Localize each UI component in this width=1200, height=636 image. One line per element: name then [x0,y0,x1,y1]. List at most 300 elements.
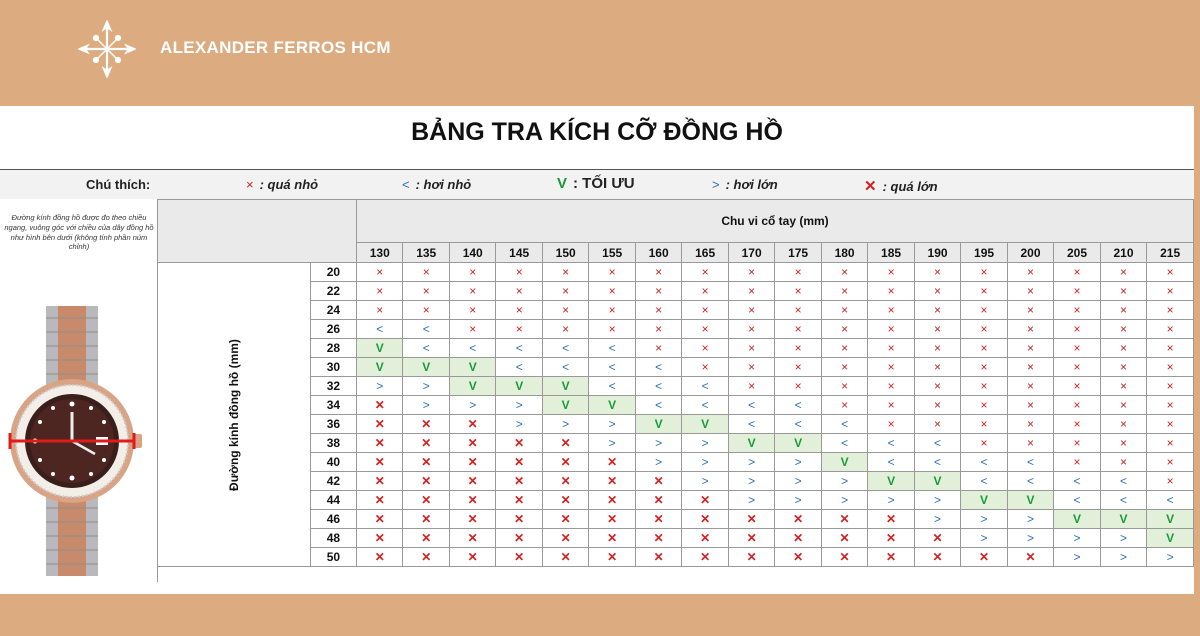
slightly-large-mark: > [635,434,681,453]
page-title: BẢNG TRA KÍCH CỠ ĐỒNG HỒ [411,118,783,146]
slightly-large-mark: > [682,453,728,472]
too-small-mark: × [357,282,403,301]
too-large-mark: ✕ [449,434,495,453]
too-large-mark: ✕ [914,548,960,567]
too-small-mark: × [821,282,867,301]
too-small-mark: × [1054,358,1100,377]
too-small-mark: × [1007,339,1053,358]
too-small-mark: × [868,301,914,320]
slightly-small-mark: < [357,320,403,339]
row-title [158,263,311,567]
too-large-mark: ✕ [589,453,635,472]
too-small-mark: × [542,282,588,301]
wrist-header: 185 [868,243,914,263]
too-large-mark: ✕ [589,548,635,567]
measurement-panel [0,199,158,582]
slightly-small-mark: < [961,453,1007,472]
too-large-mark: ✕ [961,548,1007,567]
legend-text: : TỐI ƯU [573,175,635,192]
too-large-mark: ✕ [868,529,914,548]
optimal-mark: V [1147,529,1194,548]
header-bar [0,0,1200,106]
wrist-header: 215 [1147,243,1194,263]
too-small-mark: × [821,339,867,358]
legend-too-small [246,177,318,192]
too-small-mark: × [1054,434,1100,453]
size-chart-sheet [0,106,1194,594]
too-large-mark: ✕ [821,510,867,529]
too-small-mark: × [449,301,495,320]
too-small-mark: × [449,263,495,282]
too-small-mark: × [1100,434,1146,453]
too-small-mark: × [1100,358,1146,377]
too-large-mark: ✕ [496,472,542,491]
too-large-mark: ✕ [635,548,681,567]
too-small-mark: × [961,339,1007,358]
too-small-mark: × [403,301,449,320]
too-large-mark: ✕ [496,510,542,529]
too-large-mark: ✕ [357,548,403,567]
slightly-small-mark: < [1007,453,1053,472]
slightly-small-mark: < [775,415,821,434]
too-small-mark: × [496,282,542,301]
slightly-large-mark: > [728,491,774,510]
too-small-mark: × [1100,415,1146,434]
diameter-label: 24 [310,301,356,320]
too-large-mark: ✕ [357,472,403,491]
optimal-mark: V [542,377,588,396]
slightly-small-mark: < [1054,491,1100,510]
too-large-mark: ✕ [542,510,588,529]
too-small-mark: × [1054,453,1100,472]
too-large-mark: ✕ [403,472,449,491]
too-small-mark: × [403,282,449,301]
too-small-mark: × [589,301,635,320]
too-small-mark: × [914,301,960,320]
slightly-large-mark: > [496,396,542,415]
too-small-mark: × [961,301,1007,320]
wrist-header: 195 [961,243,1007,263]
wrist-header: 180 [821,243,867,263]
slightly-small-mark: < [1007,472,1053,491]
too-large-mark: ✕ [589,510,635,529]
too-small-mark: × [914,415,960,434]
too-small-mark: × [728,282,774,301]
optimal-mark: V [868,472,914,491]
slightly-small-mark: < [1100,472,1146,491]
too-small-mark: × [449,320,495,339]
slightly-small-mark: < [728,396,774,415]
too-small-mark: × [1007,377,1053,396]
too-small-mark: × [589,263,635,282]
too-large-mark: ✕ [635,510,681,529]
too-large-mark: ✕ [821,529,867,548]
too-small-mark: × [1007,263,1053,282]
too-large-mark: ✕ [542,453,588,472]
slightly-large-mark: > [542,415,588,434]
too-large-mark: ✕ [728,510,774,529]
too-small-mark: × [821,396,867,415]
slightly-small-mark: < [821,434,867,453]
slightly-small-mark: < [728,415,774,434]
too-small-mark: × [914,263,960,282]
slightly-small-mark: < [589,358,635,377]
too-large-mark: ✕ [449,548,495,567]
slightly-small-mark: < [961,472,1007,491]
diameter-label: 48 [310,529,356,548]
diameter-label: 34 [310,396,356,415]
too-small-mark: × [496,263,542,282]
too-small-mark: × [1100,282,1146,301]
too-small-mark: × [682,301,728,320]
too-small-mark: × [868,263,914,282]
optimal-mark: V [1147,510,1194,529]
slightly-large-mark: > [682,434,728,453]
too-large-mark: ✕ [496,491,542,510]
too-large-mark: ✕ [542,548,588,567]
wrist-header: 145 [496,243,542,263]
too-large-mark: ✕ [542,529,588,548]
too-large-mark: ✕ [775,529,821,548]
too-small-mark: × [728,263,774,282]
too-small-mark: × [1100,377,1146,396]
slightly-large-mark: > [1100,548,1146,567]
legend-symbol: ✕ [864,178,877,195]
too-large-mark: ✕ [496,434,542,453]
slightly-small-mark: < [635,358,681,377]
too-small-mark: × [868,358,914,377]
too-large-mark: ✕ [403,548,449,567]
diameter-label: 42 [310,472,356,491]
too-small-mark: × [775,320,821,339]
too-small-mark: × [961,377,1007,396]
slightly-small-mark: < [914,434,960,453]
legend-symbol: V [557,175,568,192]
too-small-mark: × [1147,358,1194,377]
too-small-mark: × [914,377,960,396]
too-small-mark: × [635,339,681,358]
too-small-mark: × [1007,396,1053,415]
too-small-mark: × [821,320,867,339]
slightly-large-mark: > [775,491,821,510]
too-small-mark: × [496,301,542,320]
slightly-large-mark: > [914,491,960,510]
too-large-mark: ✕ [542,434,588,453]
wrist-header: 150 [542,243,588,263]
slightly-small-mark: < [682,377,728,396]
diameter-label: 26 [310,320,356,339]
slightly-small-mark: < [449,339,495,358]
optimal-mark: V [357,358,403,377]
too-small-mark: × [868,396,914,415]
too-small-mark: × [1054,263,1100,282]
too-small-mark: × [1147,415,1194,434]
too-large-mark: ✕ [449,453,495,472]
diameter-label: 20 [310,263,356,282]
wrist-header: 130 [357,243,403,263]
diameter-label: 30 [310,358,356,377]
optimal-mark: V [682,415,728,434]
slightly-small-mark: < [775,396,821,415]
too-small-mark: × [1147,301,1194,320]
optimal-mark: V [728,434,774,453]
too-small-mark: × [635,282,681,301]
too-small-mark: × [403,263,449,282]
slightly-large-mark: > [821,472,867,491]
slightly-small-mark: < [868,453,914,472]
too-large-mark: ✕ [403,529,449,548]
too-large-mark: ✕ [496,529,542,548]
legend-symbol: > [712,177,720,192]
legend-too-large [864,177,938,195]
too-large-mark: ✕ [635,472,681,491]
too-small-mark: × [1054,396,1100,415]
diameter-label: 40 [310,453,356,472]
too-small-mark: × [728,301,774,320]
wrist-header: 210 [1100,243,1146,263]
too-small-mark: × [542,301,588,320]
wrist-header: 160 [635,243,681,263]
too-large-mark: ✕ [635,529,681,548]
too-small-mark: × [635,320,681,339]
slightly-small-mark: < [635,396,681,415]
too-small-mark: × [682,358,728,377]
too-large-mark: ✕ [357,434,403,453]
slightly-small-mark: < [542,358,588,377]
too-large-mark: ✕ [449,415,495,434]
diameter-label: 50 [310,548,356,567]
size-table [157,199,1194,567]
too-small-mark: × [682,282,728,301]
slightly-large-mark: > [775,472,821,491]
too-large-mark: ✕ [449,529,495,548]
too-small-mark: × [821,301,867,320]
too-large-mark: ✕ [728,529,774,548]
slightly-large-mark: > [728,453,774,472]
slightly-large-mark: > [1007,510,1053,529]
too-small-mark: × [542,263,588,282]
wrist-header: 140 [449,243,495,263]
too-small-mark: × [1054,301,1100,320]
too-small-mark: × [1100,339,1146,358]
too-small-mark: × [775,358,821,377]
too-large-mark: ✕ [542,472,588,491]
wrist-header: 170 [728,243,774,263]
slightly-large-mark: > [496,415,542,434]
too-small-mark: × [961,415,1007,434]
too-small-mark: × [1147,282,1194,301]
diameter-label: 46 [310,510,356,529]
too-large-mark: ✕ [589,472,635,491]
too-small-mark: × [961,282,1007,301]
too-large-mark: ✕ [357,415,403,434]
too-small-mark: × [728,358,774,377]
too-small-mark: × [1100,320,1146,339]
legend-text: : quá lớn [882,179,938,194]
too-small-mark: × [821,358,867,377]
too-large-mark: ✕ [589,491,635,510]
too-small-mark: × [1054,320,1100,339]
too-small-mark: × [961,358,1007,377]
measurement-note: Đường kính đồng hồ được đo theo chiều ngang, vuông góc với chiều của dây đồng hồ như hình bên dưới (không tính phần núm chỉnh) [4,213,154,252]
too-large-mark: ✕ [868,548,914,567]
too-small-mark: × [1147,339,1194,358]
slightly-large-mark: > [868,491,914,510]
too-small-mark: × [868,282,914,301]
too-large-mark: ✕ [821,548,867,567]
too-large-mark: ✕ [1007,548,1053,567]
too-small-mark: × [1007,434,1053,453]
too-small-mark: × [1007,415,1053,434]
wrist-header: 205 [1054,243,1100,263]
too-small-mark: × [728,377,774,396]
too-small-mark: × [589,320,635,339]
optimal-mark: V [449,377,495,396]
slightly-small-mark: < [496,358,542,377]
too-small-mark: × [775,263,821,282]
too-small-mark: × [682,339,728,358]
too-small-mark: × [1054,339,1100,358]
slightly-large-mark: > [1147,548,1194,567]
legend-slightly-small [402,177,471,192]
row-title-text: Đường kính đồng hồ (mm) [226,338,241,491]
too-small-mark: × [775,282,821,301]
too-small-mark: × [1100,396,1146,415]
too-large-mark: ✕ [357,453,403,472]
optimal-mark: V [635,415,681,434]
optimal-mark: V [775,434,821,453]
too-large-mark: ✕ [357,491,403,510]
too-small-mark: × [1100,453,1146,472]
diameter-label: 36 [310,415,356,434]
too-small-mark: × [728,320,774,339]
too-large-mark: ✕ [496,548,542,567]
too-small-mark: × [1147,472,1194,491]
too-small-mark: × [775,339,821,358]
too-small-mark: × [775,301,821,320]
optimal-mark: V [542,396,588,415]
optimal-mark: V [821,453,867,472]
slightly-small-mark: < [589,377,635,396]
too-small-mark: × [961,434,1007,453]
diameter-label: 32 [310,377,356,396]
wrist-header: 190 [914,243,960,263]
too-small-mark: × [1100,263,1146,282]
too-small-mark: × [868,377,914,396]
legend-slightly-large [712,177,778,192]
too-small-mark: × [682,263,728,282]
optimal-mark: V [1054,510,1100,529]
optimal-mark: V [449,358,495,377]
legend-symbol: × [246,177,254,192]
slightly-small-mark: < [1054,472,1100,491]
too-small-mark: × [1147,434,1194,453]
watch-image [0,304,157,579]
slightly-large-mark: > [1054,529,1100,548]
too-small-mark: × [1054,282,1100,301]
too-large-mark: ✕ [589,529,635,548]
too-small-mark: × [914,320,960,339]
too-small-mark: × [1007,358,1053,377]
too-large-mark: ✕ [775,548,821,567]
too-small-mark: × [1147,320,1194,339]
slightly-small-mark: < [403,320,449,339]
optimal-mark: V [496,377,542,396]
slightly-small-mark: < [1147,491,1194,510]
too-large-mark: ✕ [682,548,728,567]
too-large-mark: ✕ [449,472,495,491]
slightly-large-mark: > [961,529,1007,548]
too-large-mark: ✕ [914,529,960,548]
slightly-small-mark: < [821,415,867,434]
too-large-mark: ✕ [403,510,449,529]
legend-text: : hơi lớn [725,177,778,192]
too-large-mark: ✕ [357,510,403,529]
too-small-mark: × [1147,377,1194,396]
too-large-mark: ✕ [635,491,681,510]
legend-text: : hơi nhỏ [415,177,472,192]
too-small-mark: × [635,301,681,320]
slightly-small-mark: < [403,339,449,358]
wrist-header: 155 [589,243,635,263]
too-small-mark: × [1007,301,1053,320]
too-large-mark: ✕ [542,491,588,510]
too-small-mark: × [682,320,728,339]
too-large-mark: ✕ [868,510,914,529]
column-title: Chu vi cổ tay (mm) [357,200,1194,243]
optimal-mark: V [914,472,960,491]
too-large-mark: ✕ [449,491,495,510]
optimal-mark: V [961,491,1007,510]
too-small-mark: × [821,377,867,396]
too-large-mark: ✕ [403,453,449,472]
legend-optimal [557,175,635,192]
slightly-small-mark: < [1100,491,1146,510]
optimal-mark: V [1007,491,1053,510]
too-small-mark: × [914,396,960,415]
slightly-large-mark: > [682,472,728,491]
slightly-large-mark: > [775,453,821,472]
too-large-mark: ✕ [403,491,449,510]
star-cross-logo-icon [78,20,136,78]
too-small-mark: × [821,263,867,282]
optimal-mark: V [589,396,635,415]
too-large-mark: ✕ [682,529,728,548]
too-small-mark: × [357,301,403,320]
too-small-mark: × [961,320,1007,339]
slightly-small-mark: < [868,434,914,453]
brand-name: ALEXANDER FERROS HCM [160,38,391,57]
optimal-mark: V [1100,510,1146,529]
too-large-mark: ✕ [357,396,403,415]
slightly-large-mark: > [589,415,635,434]
too-large-mark: ✕ [728,548,774,567]
too-large-mark: ✕ [682,491,728,510]
slightly-large-mark: > [357,377,403,396]
slightly-large-mark: > [403,377,449,396]
legend-label: Chú thích: [86,177,151,192]
too-small-mark: × [868,415,914,434]
too-small-mark: × [914,282,960,301]
slightly-large-mark: > [961,510,1007,529]
slightly-small-mark: < [635,377,681,396]
slightly-large-mark: > [728,472,774,491]
too-small-mark: × [1054,377,1100,396]
too-small-mark: × [775,377,821,396]
too-small-mark: × [1147,263,1194,282]
too-small-mark: × [1007,320,1053,339]
slightly-small-mark: < [682,396,728,415]
